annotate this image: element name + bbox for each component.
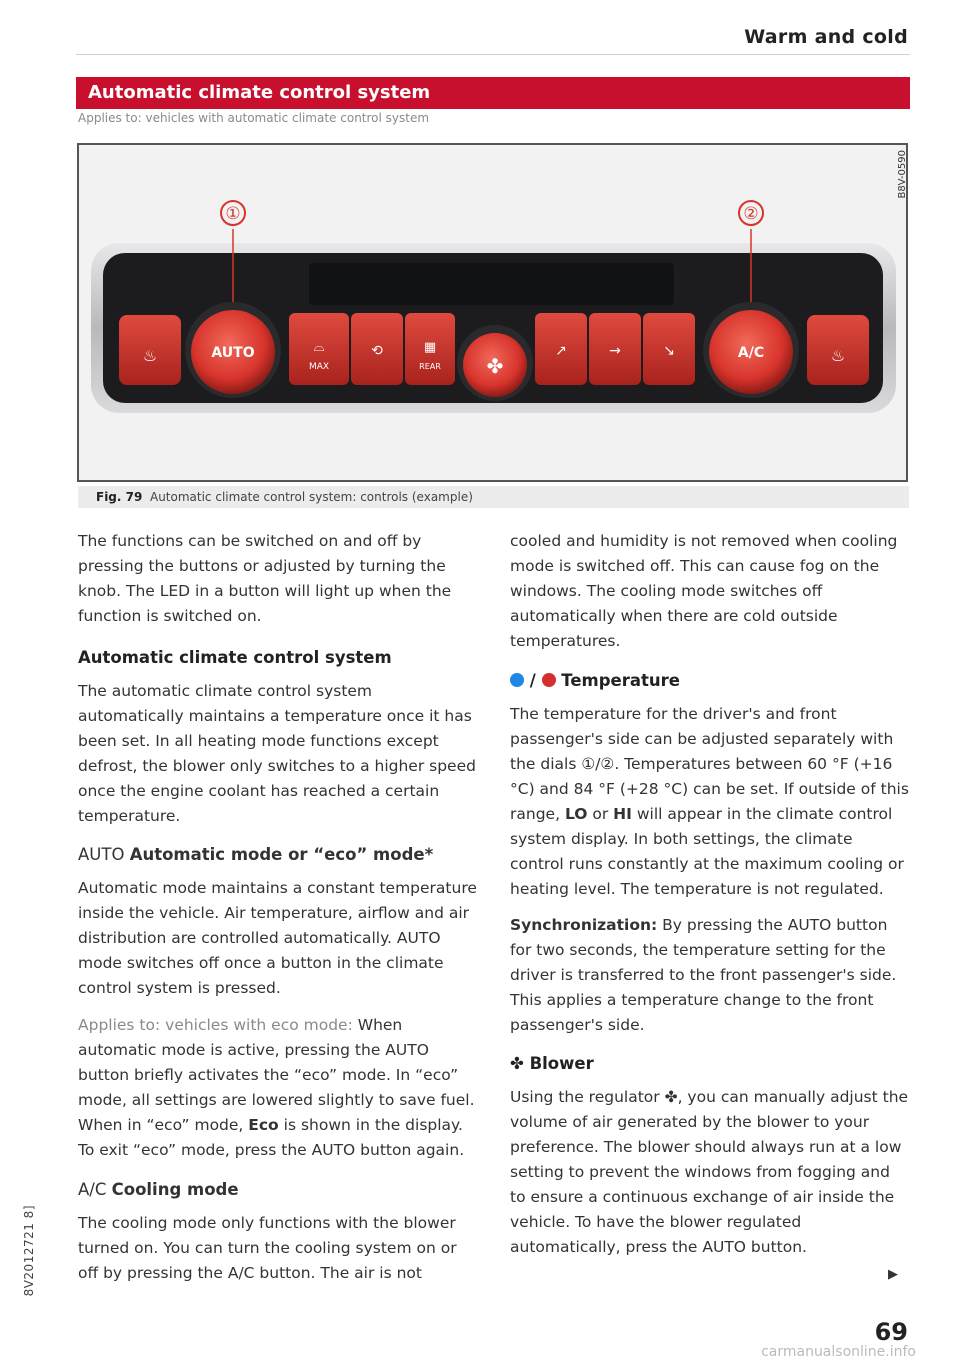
heading-blower-text: Blower [529, 1054, 594, 1073]
blower-text-1: Using the regulator [510, 1088, 665, 1106]
callout-1: ① [225, 204, 241, 224]
blower-paragraph [510, 1085, 910, 1260]
section-banner: Automatic climate control system [76, 77, 910, 109]
figure-caption-label: Fig. 79 [96, 490, 143, 504]
blower-text-2: , you can manually adjust the volume of air generated by the blower to your preference. The blower should always run at a low setting to prevent the windows from fogging and to ensure a continuous exchange of air inside the vehicle. To have the blower regulated automatically, press the AUTO button. [510, 1088, 909, 1256]
heading-auto-text: Automatic mode or “eco” mode* [129, 845, 434, 864]
ac-paragraph: The cooling mode only functions with the blower turned on. You can turn the cooling system on or off by pressing the A/C button. The air is not [78, 1214, 457, 1282]
defrost-icon: ⌓ [313, 339, 325, 355]
sync-label: Synchronization: [510, 916, 658, 934]
temp-text-1: The temperature for the driver's and front passenger's side can be adjusted separately with the dials ①/②. Temperatures between 60 °F (+16 °C) and 84 °F (+28 °C) can be set. If outside of this range, [510, 705, 909, 823]
acc-paragraph: The automatic climate control system automatically maintains a temperature once it has been set. In all heating mode functions except defrost, the blower only switches to a higher speed once the engine coolant has reached a certain temperature. [78, 682, 476, 825]
callout-2: ② [743, 204, 759, 224]
heading-ac-prefix: A/C [78, 1180, 107, 1199]
fan-icon: ✤ [486, 354, 504, 378]
figure-code: B8V-0590 [897, 150, 908, 199]
heading-temperature [510, 668, 910, 693]
eco-paragraph [78, 1013, 478, 1163]
sync-text: By pressing the AUTO button for two seconds, the temperature setting for the driver is transferred to the front passenger's side. This applies a temperature change to the front passenger's side. [510, 916, 897, 1034]
figure-box [77, 143, 908, 482]
temp-or: or [587, 805, 614, 823]
section-applies: Applies to: vehicles with automatic climate control system [78, 111, 430, 125]
eco-bold: Eco [248, 1116, 279, 1134]
airflow-down-icon: ↘ [663, 343, 675, 359]
display-screen [309, 263, 674, 305]
auto-label: AUTO [211, 345, 255, 361]
seat-heat-icon: ♨ [830, 346, 846, 365]
climate-control-illustration [79, 145, 906, 480]
temperature-paragraph [510, 702, 910, 902]
figure-caption-text: Automatic climate control system: controls (example) [149, 490, 473, 504]
sync-paragraph [510, 913, 910, 1038]
heading-blower [510, 1051, 910, 1076]
blue-dot-icon [510, 673, 524, 687]
intro-paragraph: The functions can be switched on and off by pressing the buttons or adjusted by turning the knob. The LED in a button will light up when the function is switched on. [78, 532, 452, 625]
heading-ac-text: Cooling mode [111, 1180, 239, 1199]
heading-ac [78, 1177, 478, 1202]
right-column [510, 529, 910, 1260]
heading-acc: Automatic climate control system [78, 648, 392, 667]
temp-text-2: will appear in the climate control system display. In both settings, the climate control runs constantly at the maximum cooling or heating level. The temperature is not regulated. [510, 805, 904, 898]
fan-icon: ✤ [510, 1054, 524, 1073]
auto-paragraph: Automatic mode maintains a constant temperature inside the vehicle. Air temperature, airflow and air distribution are controlled automatically. AUTO mode switches off once a button in the climate control system is pressed. [78, 879, 477, 997]
airflow-up-icon: ↗ [555, 343, 567, 359]
heading-temperature-sep: / [529, 671, 536, 690]
max-label: MAX [308, 362, 330, 372]
rear-defrost-icon: ▦ [423, 340, 437, 355]
eco-applies: Applies to: vehicles with eco mode: [78, 1016, 353, 1034]
fan-icon: ✤ [664, 1088, 678, 1106]
eco-text-1: When automatic mode is active, pressing the AUTO button briefly activates the “eco” mode. In “eco” mode, all settings are lowered slightly to save fuel. When in “eco” mode, [78, 1016, 475, 1134]
heading-auto [78, 842, 478, 867]
ac-label: A/C [737, 345, 765, 361]
rear-label: REAR [419, 362, 441, 371]
header-rule [76, 54, 910, 55]
recirculation-icon: ⟲ [371, 343, 383, 359]
left-column [78, 529, 478, 1286]
airflow-middle-icon: → [609, 343, 621, 359]
red-dot-icon [542, 673, 556, 687]
eco-text-2: is shown in the display. To exit “eco” mode, press the AUTO button again. [78, 1116, 465, 1159]
temp-hi: HI [613, 805, 632, 823]
document-code: 8V2012721 8] [22, 1205, 36, 1297]
page-number: 69 [874, 1318, 908, 1346]
chapter-title: Warm and cold [744, 26, 908, 48]
continue-arrow-icon: ▶ [888, 1267, 898, 1282]
watermark: carmanualsonline.info [761, 1344, 916, 1360]
temp-lo: LO [564, 805, 588, 823]
figure-caption [78, 486, 909, 508]
heading-temperature-text: Temperature [561, 671, 680, 690]
seat-heat-icon: ♨ [142, 346, 158, 365]
cooling-cont-paragraph: cooled and humidity is not removed when cooling mode is switched off. This can cause fog on the windows. The cooling mode switches off automatically when there are cold outside temperatures. [510, 532, 898, 650]
heading-auto-prefix: AUTO [78, 845, 125, 864]
